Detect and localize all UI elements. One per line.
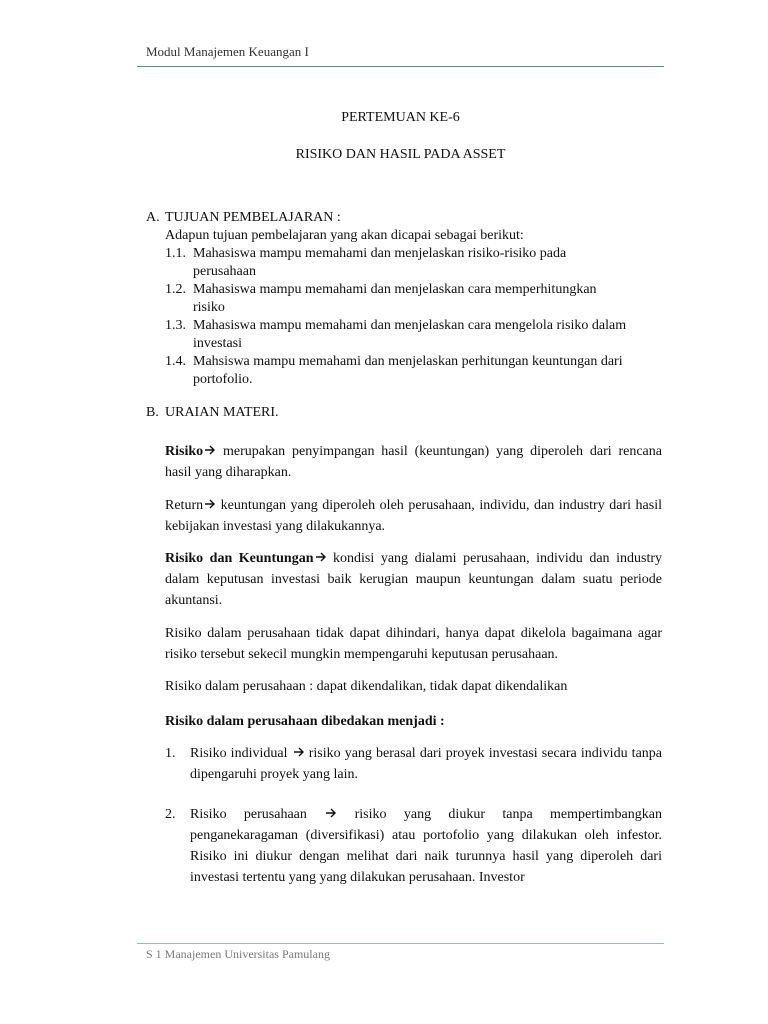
objective-text: Mahasiswa mampu memahami dan menjelaskan cara mengelola risiko dalam	[193, 318, 627, 333]
page-footer-text: S 1 Manajemen Universitas Pamulang	[146, 947, 330, 961]
objective-text-cont: investasi	[193, 336, 242, 351]
list-number: 1.	[165, 746, 176, 761]
definition-term: Risiko dan Keuntungan	[165, 551, 314, 566]
definition-text: kondisi yang dialami perusahaan, individu dan industry dalam keputusan investasi baik kerugian maupun keuntungan dalam suatu periode akuntansi.	[165, 551, 662, 608]
header-divider	[137, 66, 664, 67]
definition-return	[165, 495, 662, 537]
meeting-subtitle: RISIKO DAN HASIL PADA ASSET	[295, 147, 506, 162]
objective-text: Mahasiswa mampu memahami dan menjelaskan risiko-risiko pada	[193, 246, 567, 261]
arrow-right-icon	[325, 807, 337, 819]
list-number: 2.	[165, 807, 176, 822]
objective-number: 1.2.	[165, 282, 186, 297]
objective-text-cont: portofolio.	[193, 372, 253, 387]
arrow-right-icon	[204, 498, 216, 510]
objective-text: Mahasiswa mampu memahami dan menjelaskan cara memperhitungkan	[193, 282, 597, 297]
list-term: Risiko individual	[190, 746, 288, 761]
list-text: risiko yang berasal dari proyek investasi secara individu tanpa dipengaruhi proyek yang lain.	[190, 746, 662, 782]
section-a-heading: TUJUAN PEMBELAJARAN :	[165, 210, 341, 225]
meeting-title: PERTEMUAN KE-6	[341, 110, 460, 125]
section-a-marker: A.	[146, 210, 160, 225]
definition-term: Risiko	[165, 444, 204, 459]
list-item	[190, 804, 662, 888]
objective-text-cont: perusahaan	[193, 264, 256, 279]
list-item	[190, 743, 662, 785]
arrow-right-icon	[293, 746, 305, 758]
bold-heading: Risiko dalam perusahaan dibedakan menjadi :	[165, 714, 445, 729]
section-b-heading: URAIAN MATERI.	[165, 405, 279, 420]
list-text: risiko yang diukur tanpa mempertimbangkan penganekaragaman (diversifikasi) atau portofolio yang dilakukan oleh infestor. Risiko ini diukur dengan melihat dari naik turunnya hasil yang diperoleh dari investasi tertentu yang yang dilakukan perusahaan. Investor	[190, 807, 662, 885]
definition-text: merupakan penyimpangan hasil (keuntungan) yang diperoleh dari rencana hasil yang diharapkan.	[165, 444, 662, 480]
objective-number: 1.1.	[165, 246, 186, 261]
paragraph-kendali: Risiko dalam perusahaan : dapat dikendalikan, tidak dapat dikendalikan	[165, 679, 568, 694]
definition-risiko	[165, 441, 662, 483]
section-b-marker: B.	[146, 405, 159, 420]
objective-number: 1.3.	[165, 318, 186, 333]
definition-text: keuntungan yang diperoleh oleh perusahaan, individu, dan industry dari hasil kebijakan investasi yang dilakukannya.	[165, 498, 662, 534]
footer-divider	[137, 943, 664, 944]
page-header-title: Modul Manajemen Keuangan I	[146, 44, 309, 59]
arrow-right-icon	[315, 551, 327, 563]
paragraph-dikelola: Risiko dalam perusahaan tidak dapat dihindari, hanya dapat dikelola bagaimana agar risiko tersebut sekecil mungkin mempengaruhi keputusan perusahaan.	[165, 626, 662, 662]
arrow-right-icon	[204, 444, 216, 456]
definition-term: Return	[165, 498, 204, 513]
objective-text-cont: risiko	[193, 300, 225, 315]
objective-number: 1.4.	[165, 354, 186, 369]
objective-text: Mahsiswa mampu memahami dan menjelaskan perhitungan keuntungan dari	[193, 354, 623, 369]
list-term: Risiko perusahaan	[190, 807, 307, 822]
section-a-intro: Adapun tujuan pembelajaran yang akan dicapai sebagai berikut:	[165, 228, 524, 243]
definition-risiko-keuntungan	[165, 548, 662, 611]
